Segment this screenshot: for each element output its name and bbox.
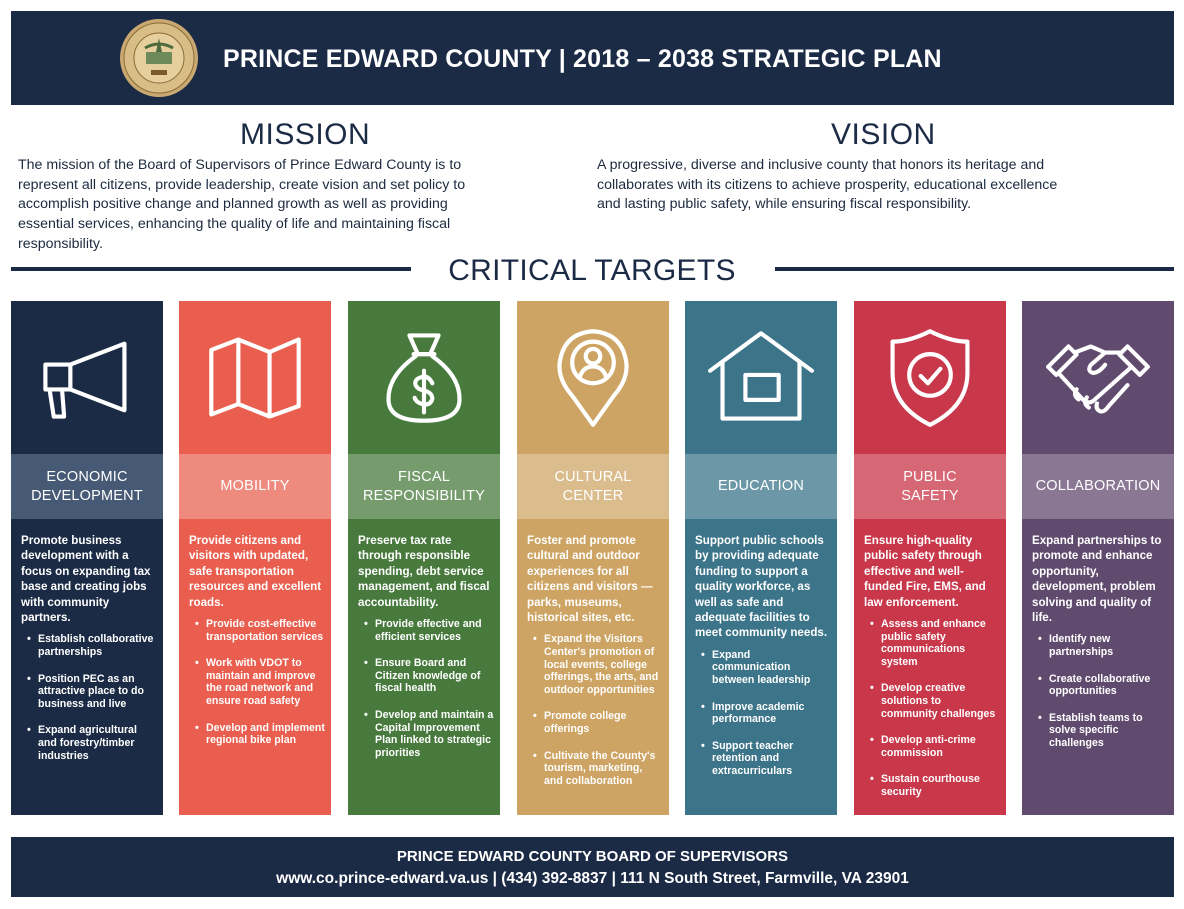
mission-heading: MISSION — [240, 118, 371, 151]
target-column-public-safety — [854, 301, 1006, 815]
list-item: • Sustain courthouse security — [864, 773, 1000, 798]
target-column-cultural-center — [517, 301, 669, 815]
target-list — [695, 649, 831, 778]
target-content — [358, 533, 494, 773]
list-item: • Work with VDOT to maintain and improve the road network and ensure road safety — [189, 657, 325, 707]
footer-bar — [11, 837, 1174, 897]
target-column-education — [685, 301, 837, 815]
target-list — [527, 633, 663, 787]
list-item: • Position PEC as an attractive place to do business and live — [21, 673, 157, 711]
vision-heading: VISION — [831, 118, 936, 151]
footer-organization: PRINCE EDWARD COUNTY BOARD OF SUPERVISORS — [396, 848, 789, 865]
page-title: PRINCE EDWARD COUNTY | 2018 – 2038 STRATEGIC PLAN — [223, 45, 942, 73]
target-description: Support public schools by providing adequate funding to support a quality workforce, as well as safe and adequate facilities to meet community needs. — [695, 534, 828, 640]
target-label-line1: ECONOMIC — [46, 468, 128, 485]
target-description: Provide citizens and visitors with updated, safe transportation resources and excellent roads. — [189, 534, 322, 609]
list-item: • Support teacher retention and extracurriculars — [695, 740, 831, 778]
list-item: • Expand the Visitors Center's promotion of local events, college offerings, the arts, and outdoor opportunities — [527, 633, 663, 696]
target-label-line2: RESPONSIBILITY — [362, 487, 486, 504]
target-label-line1: CULTURAL — [554, 468, 632, 485]
vision-text: A progressive, diverse and inclusive county that honors its heritage and collaborates with its citizens to achieve prosperity, educational excellence and lasting public safety, while ensuring fiscal responsibility. — [597, 157, 1058, 213]
target-content — [527, 533, 663, 801]
money-bag-icon — [348, 301, 500, 453]
target-content — [864, 533, 1000, 813]
target-label-line1: MOBILITY — [220, 478, 290, 494]
target-label-line2: CENTER — [562, 487, 624, 504]
target-content — [189, 533, 325, 761]
target-column-mobility — [179, 301, 331, 815]
target-label-line2: SAFETY — [901, 487, 959, 504]
list-item: • Identify new partnerships — [1032, 633, 1168, 658]
target-label-line1: PUBLIC — [903, 468, 957, 485]
list-item: • Provide cost-effective transportation services — [189, 618, 325, 643]
list-item: • Assess and enhance public safety communications system — [864, 618, 1000, 668]
target-label — [517, 454, 669, 519]
target-label-line2: DEVELOPMENT — [31, 487, 143, 504]
critical-targets-heading: CRITICAL TARGETS — [448, 254, 736, 287]
target-list — [1032, 633, 1168, 749]
target-content — [1032, 533, 1168, 764]
target-description: Promote business development with a focus on expanding tax base and creating jobs with community partners. — [21, 534, 151, 625]
list-item: • Develop anti-crime commission — [864, 734, 1000, 759]
list-item: • Improve academic performance — [695, 701, 831, 726]
target-content — [21, 533, 157, 776]
target-description: Ensure high-quality public safety through effective and well-funded Fire, EMS, and law enforcement. — [864, 534, 986, 609]
list-item: • Create collaborative opportunities — [1032, 673, 1168, 698]
list-item: • Expand communication between leadership — [695, 649, 831, 687]
list-item: • Establish collaborative partnerships — [21, 633, 157, 658]
target-list — [21, 633, 157, 762]
megaphone-icon — [11, 301, 163, 453]
county-seal-icon — [119, 18, 199, 98]
header-bar — [11, 11, 1174, 105]
target-content — [695, 533, 831, 792]
list-item: • Establish teams to solve specific challenges — [1032, 712, 1168, 750]
shield-check-icon — [854, 301, 1006, 453]
target-list — [358, 618, 494, 759]
list-item: • Develop and maintain a Capital Improvement Plan linked to strategic priorities — [358, 709, 494, 759]
list-item: • Develop and implement regional bike plan — [189, 722, 325, 747]
mission-text: The mission of the Board of Supervisors of Prince Edward County is to represent all citizens, provide leadership, create vision and set policy to accomplish positive change and planned growth as well as providing essential services, enhancing the quality of life and maintaining fiscal responsibility. — [18, 157, 466, 252]
target-label — [685, 454, 837, 519]
target-list — [189, 618, 325, 747]
target-column-economic-development — [11, 301, 163, 815]
house-icon — [685, 301, 837, 453]
list-item: • Expand agricultural and forestry/timber industries — [21, 724, 157, 762]
location-person-icon — [517, 301, 669, 453]
target-description: Expand partnerships to promote and enhance opportunity, development, problem solving and quality of life. — [1032, 534, 1162, 625]
list-item: • Ensure Board and Citizen knowledge of fiscal health — [358, 657, 494, 695]
target-description: Preserve tax rate through responsible spending, debt service management, and fiscal accountability. — [358, 534, 490, 609]
list-item: • Provide effective and efficient services — [358, 618, 494, 643]
list-item: • Cultivate the County's tourism, marketing, and collaboration — [527, 750, 663, 788]
target-label — [348, 454, 500, 519]
footer-contact: www.co.prince-edward.va.us | (434) 392-8837 | 111 N South Street, Farmville, VA 23901 — [276, 870, 909, 887]
target-label — [11, 454, 163, 519]
target-label — [854, 454, 1006, 519]
target-list — [864, 618, 1000, 799]
target-label-line1: FISCAL — [398, 468, 450, 485]
target-label — [179, 454, 331, 519]
target-column-collaboration — [1022, 301, 1174, 815]
map-icon — [179, 301, 331, 453]
list-item: • Develop creative solutions to community challenges — [864, 682, 1000, 720]
target-label — [1022, 454, 1174, 519]
target-label-line1: COLLABORATION — [1035, 478, 1161, 494]
target-description: Foster and promote cultural and outdoor experiences for all citizens and visitors — parks, museums, historical sites, etc. — [527, 534, 653, 625]
list-item: • Promote college offerings — [527, 710, 663, 735]
target-label-line1: EDUCATION — [717, 478, 805, 494]
handshake-icon — [1022, 301, 1174, 453]
target-column-fiscal-responsibility — [348, 301, 500, 815]
